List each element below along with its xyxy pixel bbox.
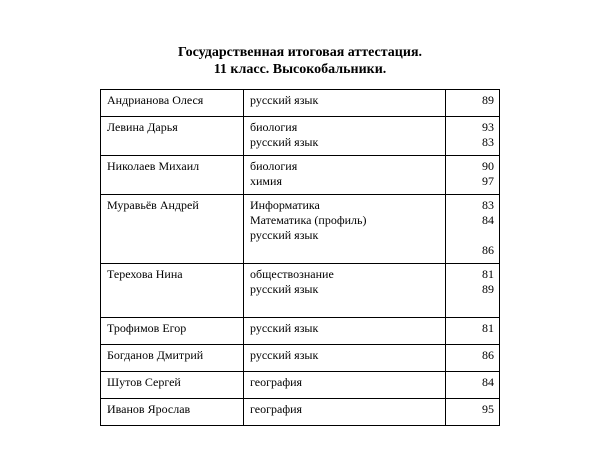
table-row bbox=[101, 117, 500, 156]
score: 86 bbox=[482, 243, 494, 257]
student-name: Муравьёв Андрей bbox=[101, 195, 244, 264]
score-cell bbox=[446, 399, 500, 426]
subject: география bbox=[250, 375, 303, 389]
score: 95 bbox=[482, 402, 494, 416]
student-name: Николаев Михаил bbox=[101, 156, 244, 195]
subject: русский язык bbox=[250, 93, 319, 107]
score: 81 bbox=[482, 321, 494, 335]
subject-cell bbox=[244, 264, 446, 318]
student-name: Шутов Сергей bbox=[101, 372, 244, 399]
subject: биология bbox=[250, 159, 298, 173]
student-name: Богданов Дмитрий bbox=[101, 345, 244, 372]
score: 86 bbox=[482, 348, 494, 362]
score-cell bbox=[446, 195, 500, 264]
student-name: Терехова Нина bbox=[101, 264, 244, 318]
subject: биология bbox=[250, 120, 298, 134]
title-line-1: Государственная итоговая аттестация. bbox=[177, 45, 423, 60]
score-cell bbox=[446, 345, 500, 372]
student-name: Трофимов Егор bbox=[101, 318, 244, 345]
student-name: Андрианова Олеся bbox=[101, 90, 244, 117]
subject-cell bbox=[244, 195, 446, 264]
score-spacer bbox=[452, 228, 494, 243]
subject: русский язык bbox=[250, 348, 319, 362]
table-row bbox=[101, 90, 500, 117]
subject: химия bbox=[250, 174, 282, 188]
subject-cell bbox=[244, 372, 446, 399]
score: 97 bbox=[482, 174, 494, 188]
score-cell bbox=[446, 372, 500, 399]
subject: русский язык bbox=[250, 228, 319, 242]
score: 84 bbox=[482, 213, 494, 227]
results-table bbox=[100, 89, 500, 426]
student-name: Иванов Ярослав bbox=[101, 399, 244, 426]
score: 89 bbox=[482, 93, 494, 107]
subject: русский язык bbox=[250, 321, 319, 335]
title-line-2: 11 класс. Высокобальники. bbox=[213, 62, 387, 77]
table-row bbox=[101, 156, 500, 195]
score-cell bbox=[446, 90, 500, 117]
subject-cell bbox=[244, 90, 446, 117]
table-row bbox=[101, 318, 500, 345]
score: 89 bbox=[482, 282, 494, 296]
subject-cell bbox=[244, 345, 446, 372]
subject-cell bbox=[244, 117, 446, 156]
subject-cell bbox=[244, 318, 446, 345]
score: 90 bbox=[482, 159, 494, 173]
page-title bbox=[0, 44, 600, 78]
subject: обществознание bbox=[250, 267, 334, 281]
subject-cell bbox=[244, 156, 446, 195]
subject: Математика (профиль) bbox=[250, 213, 367, 227]
score-cell bbox=[446, 318, 500, 345]
score-cell bbox=[446, 156, 500, 195]
table-row bbox=[101, 399, 500, 426]
table-row bbox=[101, 345, 500, 372]
table-row bbox=[101, 372, 500, 399]
score-cell bbox=[446, 117, 500, 156]
table-row bbox=[101, 195, 500, 264]
subject: русский язык bbox=[250, 282, 319, 296]
subject: Информатика bbox=[250, 198, 320, 212]
score: 81 bbox=[482, 267, 494, 281]
score: 83 bbox=[482, 198, 494, 212]
score: 93 bbox=[482, 120, 494, 134]
score: 83 bbox=[482, 135, 494, 149]
table-row bbox=[101, 264, 500, 318]
subject-cell bbox=[244, 399, 446, 426]
score: 84 bbox=[482, 375, 494, 389]
subject: география bbox=[250, 402, 303, 416]
score-cell bbox=[446, 264, 500, 318]
subject: русский язык bbox=[250, 135, 319, 149]
student-name: Левина Дарья bbox=[101, 117, 244, 156]
